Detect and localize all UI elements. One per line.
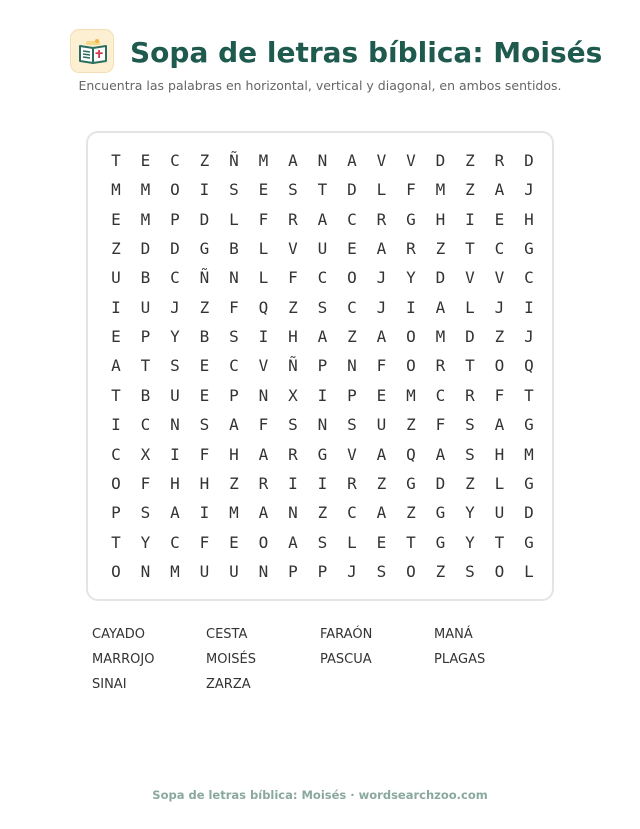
- grid-cell: Z: [376, 473, 387, 493]
- grid-cell: E: [347, 239, 357, 259]
- grid-cell: J: [494, 297, 505, 317]
- grid-cell: V: [465, 268, 475, 288]
- grid-cell: T: [524, 385, 534, 405]
- grid-cell: S: [317, 297, 328, 317]
- grid-cell: U: [229, 561, 239, 581]
- grid-cell: C: [170, 151, 180, 170]
- grid-cell: S: [140, 503, 151, 523]
- grid-cell: I: [111, 297, 121, 317]
- grid-cell: V: [347, 444, 357, 464]
- grid-cell: E: [111, 327, 121, 347]
- grid-cell: U: [140, 297, 151, 317]
- word-list-item: MANÁ: [434, 627, 473, 642]
- grid-cell: S: [170, 356, 180, 376]
- grid-cell: L: [229, 209, 239, 229]
- grid-cell: P: [111, 503, 121, 523]
- grid-cell: D: [435, 268, 446, 288]
- grid-cell: P: [170, 209, 180, 229]
- grid-cell: L: [258, 239, 269, 259]
- grid-cell: A: [376, 239, 387, 259]
- grid-cell: T: [111, 385, 121, 405]
- grid-cell: T: [140, 356, 151, 376]
- grid-cell: M: [170, 561, 180, 581]
- grid-cell: F: [376, 356, 387, 376]
- grid-cell: S: [376, 561, 387, 581]
- grid-cell: Y: [465, 503, 475, 523]
- grid-cell: M: [406, 385, 416, 405]
- grid-cell: Z: [229, 473, 239, 493]
- grid-cell: N: [347, 356, 357, 376]
- grid-cell: T: [406, 532, 416, 552]
- grid-cell: X: [288, 385, 298, 405]
- grid-cell: E: [376, 532, 387, 552]
- grid-cell: M: [524, 444, 534, 464]
- grid-cell: T: [465, 356, 475, 376]
- grid-cell: A: [435, 444, 446, 464]
- grid-cell: R: [288, 209, 298, 229]
- grid-cell: L: [524, 561, 534, 581]
- grid-cell: P: [317, 561, 328, 581]
- grid-cell: U: [376, 415, 387, 435]
- grid-cell: F: [199, 444, 210, 464]
- grid-cell: V: [288, 239, 298, 259]
- grid-cell: M: [140, 209, 151, 229]
- grid-cell: A: [435, 297, 446, 317]
- grid-cell: Ñ: [229, 151, 239, 170]
- grid-cell: X: [140, 444, 151, 464]
- grid-cell: A: [317, 327, 328, 347]
- grid-cell: R: [376, 209, 387, 229]
- grid-cell: F: [288, 268, 298, 288]
- word-list-item: FARAÓN: [320, 627, 373, 642]
- grid-cell: R: [347, 473, 357, 493]
- grid-cell: E: [199, 385, 210, 405]
- grid-cell: U: [111, 268, 121, 288]
- grid-cell: R: [406, 239, 416, 259]
- grid-cell: Y: [140, 532, 151, 552]
- grid-cell: V: [376, 151, 387, 170]
- grid-cell: G: [406, 209, 416, 229]
- grid-cell: Z: [435, 239, 446, 259]
- grid-cell: F: [229, 297, 239, 317]
- grid-cell: S: [229, 180, 239, 200]
- grid-cell: F: [140, 473, 151, 493]
- grid-cell: O: [111, 561, 121, 581]
- grid-cell: T: [317, 180, 328, 200]
- grid-cell: O: [494, 561, 505, 581]
- grid-cell: N: [258, 385, 269, 405]
- grid-cell: R: [494, 151, 505, 170]
- grid-cell: G: [524, 239, 534, 259]
- grid-cell: I: [170, 444, 180, 464]
- grid-cell: I: [465, 209, 475, 229]
- grid-cell: C: [317, 268, 328, 288]
- grid-cell: A: [494, 180, 505, 200]
- grid-cell: N: [258, 561, 269, 581]
- grid-cell: J: [524, 180, 534, 200]
- grid-cell: Q: [524, 356, 534, 376]
- grid-cell: Z: [494, 327, 505, 347]
- grid-cell: F: [494, 385, 505, 405]
- grid-cell: S: [347, 415, 357, 435]
- grid-cell: C: [170, 268, 180, 288]
- grid-cell: D: [170, 239, 180, 259]
- grid-cell: R: [435, 356, 446, 376]
- grid-cell: O: [347, 268, 357, 288]
- grid-cell: M: [140, 180, 151, 200]
- grid-cell: M: [258, 151, 269, 170]
- grid-cell: J: [376, 297, 387, 317]
- grid-cell: J: [524, 327, 534, 347]
- grid-cell: L: [376, 180, 387, 200]
- grid-cell: H: [494, 444, 505, 464]
- grid-cell: V: [494, 268, 505, 288]
- grid-cell: I: [199, 180, 210, 200]
- grid-cell: R: [288, 444, 298, 464]
- grid-cell: Y: [465, 532, 475, 552]
- grid-cell: N: [170, 415, 180, 435]
- grid-cell: H: [288, 327, 298, 347]
- grid-cell: C: [435, 385, 446, 405]
- word-list-item: PASCUA: [320, 652, 372, 667]
- grid-cell: B: [199, 327, 210, 347]
- grid-cell: J: [376, 268, 387, 288]
- grid-cell: U: [494, 503, 505, 523]
- grid-cell: J: [170, 297, 180, 317]
- grid-cell: A: [288, 151, 298, 170]
- grid-cell: P: [229, 385, 239, 405]
- grid-cell: E: [376, 385, 387, 405]
- grid-cell: O: [170, 180, 180, 200]
- grid-cell: D: [347, 180, 357, 200]
- grid-cell: P: [288, 561, 298, 581]
- grid-cell: O: [494, 356, 505, 376]
- grid-cell: B: [140, 385, 151, 405]
- grid-cell: F: [258, 209, 269, 229]
- grid-cell: D: [199, 209, 210, 229]
- grid-cell: Y: [406, 268, 416, 288]
- word-list-item: MARROJO: [92, 652, 155, 667]
- grid-cell: A: [258, 444, 269, 464]
- grid-cell: A: [376, 444, 387, 464]
- grid-cell: F: [258, 415, 269, 435]
- grid-cell: C: [347, 503, 357, 523]
- grid-cell: I: [317, 385, 328, 405]
- grid-cell: N: [229, 268, 239, 288]
- grid-cell: L: [347, 532, 357, 552]
- grid-cell: E: [229, 532, 239, 552]
- grid-cell: I: [199, 503, 210, 523]
- open-book-icon: [77, 36, 109, 68]
- grid-cell: A: [376, 503, 387, 523]
- grid-cell: C: [347, 297, 357, 317]
- grid-cell: G: [199, 239, 210, 259]
- grid-cell: E: [111, 209, 121, 229]
- grid-cell: Z: [347, 327, 357, 347]
- grid-cell: E: [258, 180, 269, 200]
- grid-cell: A: [288, 532, 298, 552]
- grid-cell: E: [199, 356, 210, 376]
- grid-cell: Z: [465, 473, 475, 493]
- grid-cell: C: [170, 532, 180, 552]
- grid-cell: L: [494, 473, 505, 493]
- grid-cell: G: [317, 444, 328, 464]
- grid-cell: C: [347, 209, 357, 229]
- grid-cell: Z: [465, 180, 475, 200]
- logo-badge: [70, 29, 114, 73]
- grid-cell: H: [229, 444, 239, 464]
- grid-cell: M: [229, 503, 239, 523]
- grid-cell: Z: [288, 297, 298, 317]
- grid-cell: O: [258, 532, 269, 552]
- grid-cell: G: [435, 532, 446, 552]
- grid-cell: U: [317, 239, 328, 259]
- grid-cell: Z: [317, 503, 328, 523]
- grid-cell: S: [199, 415, 210, 435]
- grid-cell: T: [494, 532, 505, 552]
- grid-cell: A: [229, 415, 239, 435]
- grid-cell: U: [170, 385, 180, 405]
- grid-cell: T: [111, 532, 121, 552]
- grid-cell: A: [376, 327, 387, 347]
- grid-cell: S: [288, 415, 298, 435]
- grid-cell: V: [406, 151, 416, 170]
- grid-cell: R: [465, 385, 475, 405]
- grid-cell: V: [258, 356, 269, 376]
- grid-cell: Q: [258, 297, 269, 317]
- grid-cell: I: [317, 473, 328, 493]
- grid-cell: D: [435, 473, 446, 493]
- grid-cell: Ñ: [288, 356, 298, 376]
- grid-cell: A: [494, 415, 505, 435]
- grid-cell: G: [524, 473, 534, 493]
- grid-cell: P: [140, 327, 151, 347]
- grid-cell: O: [111, 473, 121, 493]
- grid-cell: F: [199, 532, 210, 552]
- grid-cell: I: [524, 297, 534, 317]
- grid-cell: A: [258, 503, 269, 523]
- grid-cell: N: [317, 151, 328, 170]
- grid-cell: Z: [199, 151, 210, 170]
- grid-cell: G: [524, 415, 534, 435]
- grid-cell: C: [111, 444, 121, 464]
- grid-cell: A: [347, 151, 357, 170]
- word-list-item: CAYADO: [92, 627, 146, 642]
- grid-cell: N: [288, 503, 298, 523]
- grid-cell: J: [347, 561, 357, 581]
- letter-grid: [86, 131, 554, 601]
- grid-cell: Z: [199, 297, 210, 317]
- grid-cell: C: [140, 415, 151, 435]
- grid-cell: H: [435, 209, 446, 229]
- grid-cell: Y: [170, 327, 180, 347]
- grid-cell: D: [465, 327, 475, 347]
- grid-cell: O: [406, 327, 416, 347]
- grid-cell: S: [229, 327, 239, 347]
- grid-cell: C: [229, 356, 239, 376]
- grid-cell: P: [347, 385, 357, 405]
- word-list-item: CESTA: [206, 627, 248, 642]
- grid-cell: H: [524, 209, 534, 229]
- grid-cell: H: [170, 473, 180, 493]
- grid-cell: N: [140, 561, 151, 581]
- grid-cell: F: [406, 180, 416, 200]
- grid-cell: N: [317, 415, 328, 435]
- grid-cell: E: [494, 209, 505, 229]
- grid-cell: I: [111, 415, 121, 435]
- grid-cell: Z: [406, 503, 416, 523]
- word-list-item: MOISÉS: [206, 652, 257, 667]
- grid-cell: S: [317, 532, 328, 552]
- grid-cell: R: [258, 473, 269, 493]
- grid-cell: I: [258, 327, 269, 347]
- word-list-item: ZARZA: [206, 677, 251, 692]
- grid-cell: Z: [406, 415, 416, 435]
- word-list-item: SINAI: [92, 677, 127, 692]
- grid-cell: T: [111, 151, 121, 170]
- grid-cell: D: [435, 151, 446, 170]
- grid-cell: A: [317, 209, 328, 229]
- grid-cell: C: [524, 268, 534, 288]
- grid-cell: F: [435, 415, 446, 435]
- grid-cell: G: [406, 473, 416, 493]
- grid-cell: S: [465, 561, 475, 581]
- page-title: Sopa de letras bíblica: Moisés: [130, 36, 603, 69]
- grid-cell: L: [465, 297, 475, 317]
- grid-cell: B: [229, 239, 239, 259]
- grid-cell: M: [435, 327, 446, 347]
- grid-cell: O: [406, 561, 416, 581]
- grid-cell: Z: [111, 239, 121, 259]
- instructions: Encuentra las palabras en horizontal, vertical y diagonal, en ambos sentidos.: [78, 78, 562, 93]
- grid-cell: S: [465, 444, 475, 464]
- grid-cell: H: [199, 473, 210, 493]
- grid-cell: O: [406, 356, 416, 376]
- grid-cell: D: [524, 503, 534, 523]
- grid-cell: Z: [435, 561, 446, 581]
- grid-cell: U: [199, 561, 210, 581]
- word-list-item: PLAGAS: [434, 652, 486, 667]
- grid-cell: D: [524, 151, 534, 170]
- grid-cell: Z: [465, 151, 475, 170]
- grid-cell: L: [258, 268, 269, 288]
- grid-cell: G: [435, 503, 446, 523]
- grid-cell: I: [288, 473, 298, 493]
- grid-cell: Q: [406, 444, 416, 464]
- grid-cell: Ñ: [199, 268, 210, 288]
- grid-cell: B: [140, 268, 151, 288]
- grid-cell: S: [465, 415, 475, 435]
- grid-cell: P: [317, 356, 328, 376]
- grid-cell: I: [406, 297, 416, 317]
- grid-cell: M: [111, 180, 121, 200]
- grid-cell: T: [465, 239, 475, 259]
- grid-cell: G: [524, 532, 534, 552]
- grid-cell: M: [435, 180, 446, 200]
- footer-credit: Sopa de letras bíblica: Moisés · wordsearchzoo.com: [152, 788, 488, 802]
- grid-cell: E: [140, 151, 151, 170]
- grid-cell: S: [288, 180, 298, 200]
- grid-cell: D: [140, 239, 151, 259]
- grid-cell: A: [170, 503, 180, 523]
- grid-cell: C: [494, 239, 505, 259]
- grid-cell: A: [111, 356, 121, 376]
